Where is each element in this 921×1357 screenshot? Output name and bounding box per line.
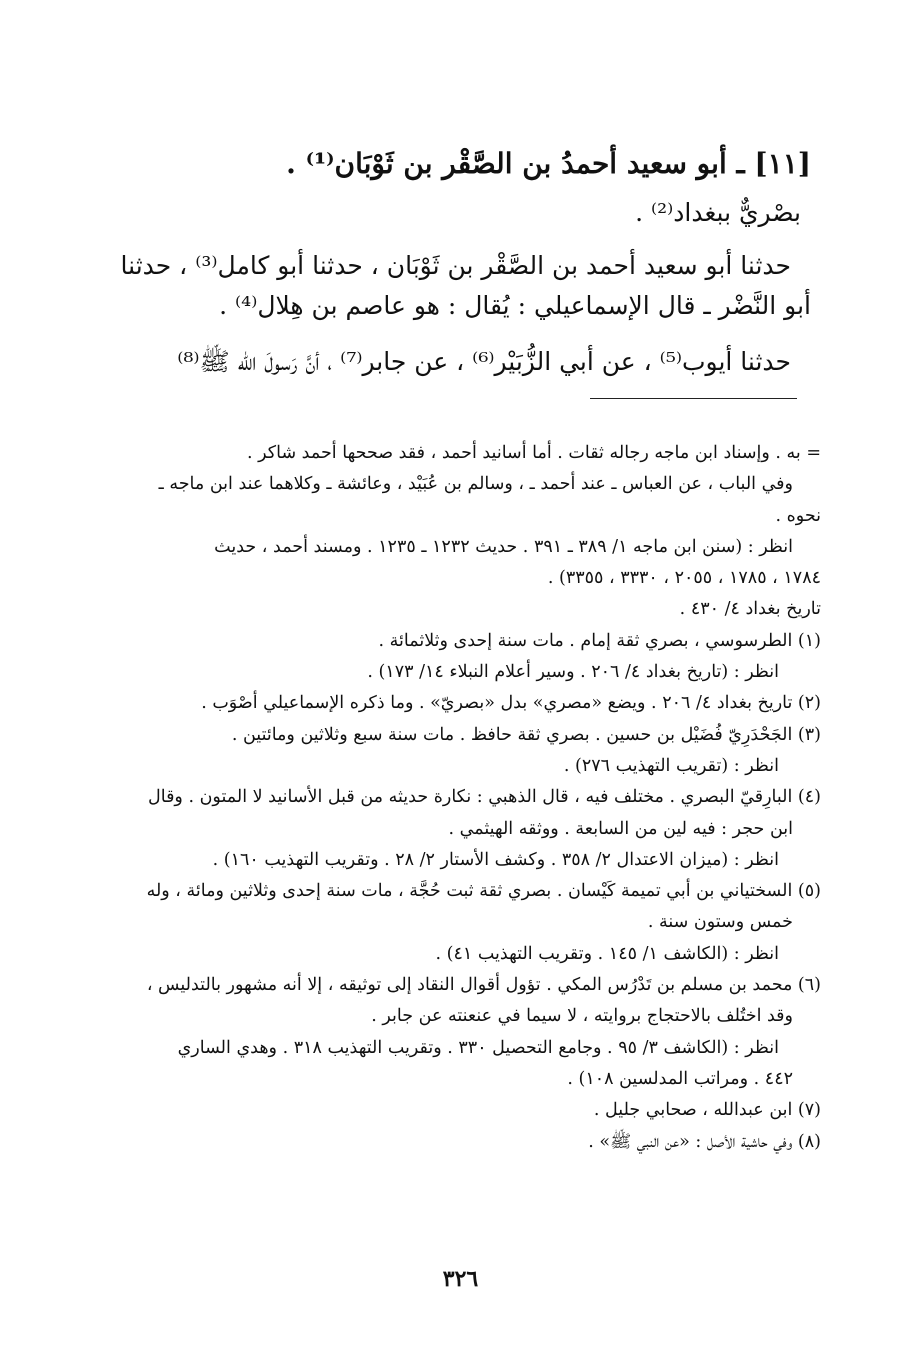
footnote-3: (٣) الجَحْدَرِيّ فُضَيْل بن حسين . بصري ثقة حافظ . مات سنة سبع وثلاثين ومائتين . xyxy=(231,724,821,745)
footnote-6-continuation: وقد اختُلف بالاحتجاج بروايته ، لا سيما في عنعنته عن جابر . xyxy=(371,1006,793,1027)
footnote-continuation: نحوه . xyxy=(775,505,821,526)
footnote-5-continuation: خمس وستون سنة . xyxy=(647,912,793,933)
footnote-4-reference: انظر : (ميزان الاعتدال ٢/ ٣٥٨ . وكشف الأستار ٢/ ٢٨ . وتقريب التهذيب ١٦٠) . xyxy=(212,849,779,870)
footnote-6: (٦) محمد بن مسلم بن تَدْرُس المكي . تؤول أقوال النقاد إلى توثيقه ، إلا أنه مشهور بالتدليس ، xyxy=(146,975,821,996)
isnad-paragraph-2: حدثنا أيوب⁽⁵⁾ ، عن أبي الزُّبَيْر⁽⁶⁾ ، عن جابر⁽⁷⁾ ، أنَّ رَسولَ الله ﷺ⁽⁸⁾ xyxy=(177,347,791,376)
isnad-paragraph-1: حدثنا أبو سعيد أحمد بن الصَّقْر بن ثَوْبَان ، حدثنا أبو كامل⁽³⁾ ، حدثنا أبو النَّضْر ـ قال الإسماعيلي : يُقال : هو عاصم بن هِلال⁽⁴⁾ . xyxy=(120,251,811,320)
footnote-5: (٥) السختياني بن أبي تميمة كَيْسان . بصري ثقة ثبت حُجَّة ، مات سنة إحدى وثلاثين ومائة ، وله xyxy=(146,881,821,902)
footnote-4: (٤) البارِقيّ البصري . مختلف فيه ، قال الذهبي : نكارة حديثه من قبل الأسانيد لا المتون . وقال xyxy=(148,787,821,808)
footnote-1: (١) الطرسوسي ، بصري ثقة إمام . مات سنة إحدى وثلاثمائة . xyxy=(378,630,821,651)
footnote-2: (٢) تاريخ بغداد ٤/ ٢٠٦ . ويضع «مصري» بدل «بصريّ» . وما ذكره الإسماعيلي أصْوَب . xyxy=(201,693,821,714)
footnote-7: (٧) ابن عبدالله ، صحابي جليل . xyxy=(593,1100,821,1121)
entry-heading: [١١] ـ أبو سعيد أحمدُ بن الصَّقْر بن ثَوْبَان⁽¹⁾ . xyxy=(286,147,811,180)
footnote-continuation: وفي الباب ، عن العباس ـ عند أحمد ـ ، وسالم بن عُبَيْد ، وعائشة ـ وكلاهما عند ابن ماجه ـ xyxy=(158,474,793,495)
footnote-reference: تاريخ بغداد ٤/ ٤٣٠ . xyxy=(679,599,821,620)
entry-origin: بصْريٌّ ببغداد⁽²⁾ . xyxy=(635,198,801,227)
footnotes xyxy=(100,438,821,1158)
footnote-separator xyxy=(590,398,797,399)
footnote-continuation: = به . وإسناد ابن ماجه رجاله ثقات . أما أسانيد أحمد ، فقد صححها أحمد شاكر . xyxy=(247,443,821,463)
footnote-1-reference: انظر : (تاريخ بغداد ٤/ ٢٠٦ . وسير أعلام النبلاء ١٤/ ١٧٣) . xyxy=(367,662,779,683)
footnote-5-reference: انظر : (الكاشف ١/ ١٤٥ . وتقريب التهذيب ٤١) . xyxy=(435,943,779,964)
footnote-8: (٨) وفي حاشية الأصل : «عن النبي ﷺ» . xyxy=(588,1131,821,1152)
footnote-4-continuation: ابن حجر : فيه لين من السابعة . ووثقه الهيثمي . xyxy=(448,818,793,839)
footnote-reference: انظر : (سنن ابن ماجه ١/ ٣٨٩ ـ ٣٩١ . حديث ١٢٣٢ ـ ١٢٣٥ . ومسند أحمد ، حديث xyxy=(214,536,793,557)
page-number: ٣٢٦ xyxy=(442,1266,479,1292)
footnote-6-reference: ٤٤٢ . ومراتب المدلسين ١٠٨) . xyxy=(567,1068,793,1089)
footnote-reference: ١٧٨٤ ، ١٧٨٥ ، ٢٠٥٥ ، ٣٣٣٠ ، ٣٣٥٥) . xyxy=(547,568,821,589)
footnote-6-reference: انظر : (الكاشف ٣/ ٩٥ . وجامع التحصيل ٣٣٠ . وتقريب التهذيب ٣١٨ . وهدي الساري xyxy=(177,1037,779,1058)
main-text xyxy=(92,140,811,382)
footnote-3-reference: انظر : (تقريب التهذيب ٢٧٦) . xyxy=(563,755,779,776)
